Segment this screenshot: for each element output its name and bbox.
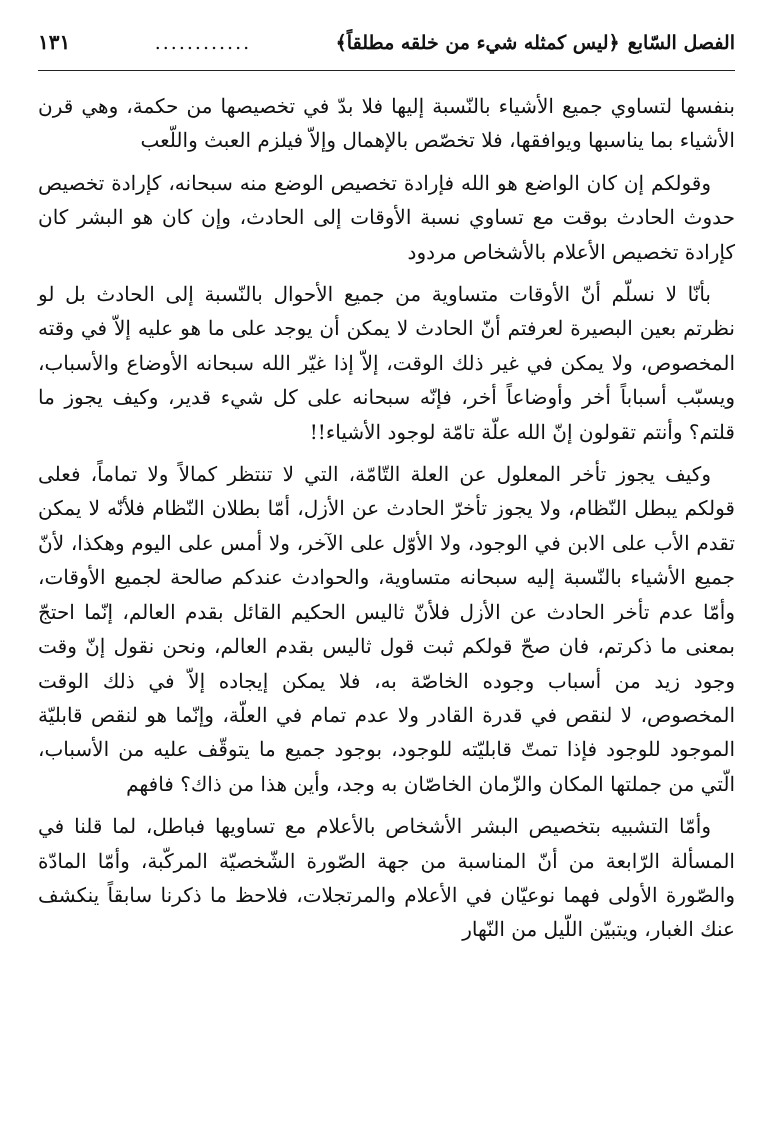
paragraph: بأنّا لا نسلّم أنّ الأوقات متساوية من جميع الأحوال بالنّسبة إلى الحادث بل لو نظرتم بعين البصيرة لعرفتم أنّ الحادث لا يمكن أن يوجد على ما هو عليه إلاّ في وقته المخصوص، ولا يمكن في غير ذلك الوقت، إلاّ إذا غيّر الله سبحانه الأوضاع والأسباب، ويسبّب أسباباً أخر وأوضاعاً أخر، فإنّه سبحانه على كل شيء قدير، وكيف يجوز ما قلتم؟ وأنتم تقولون إنّ الله علّة تامّة لوجود الأشياء!! [38,282,735,444]
paragraph: وقولكم إن كان الواضع هو الله فإرادة تخصيص الوضع منه سبحانه، كإرادة تخصيص حدوث الحادث بوقت مع تساوي نسبة الأوقات إلى الحادث، وإن كان هو البشر كان كإرادة تخصيص الأعلام بالأشخاص مردود [38,170,735,264]
chapter-label: الفصل السّابع [627,32,735,54]
chapter-title: ﴿ليس كمثله شيء من خلقه مطلقاً﴾ [335,32,620,54]
paragraph: وكيف يجوز تأخر المعلول عن العلة التّامّة، التي لا تنتظر كمالاً ولا تماماً، فعلى قولكم يبطل النّظام، ولا يجوز تأخرّ الحادث عن الأزل، أمّا بطلان النّظام فلأنّه لا يمكن تقدم الأب على الابن في الوجود، ولا الأوّل على الآخر، ولا أمس على اليوم وهكذا، لأنّ جميع الأشياء بالنّسبة إليه سبحانه متساوية، والحوادث عندكم صالحة لجميع الأوقات، وأمّا عدم تأخر الحادث عن الأزل فلأنّ ثاليس الحكيم القائل بقدم العالم، إنّما احتجّ بمعنى ما ذكرتم، فان صحّ قولكم ثبت قول ثاليس بقدم العالم، ونحن نقول إنّ وقت وجود زيد من أسباب وجوده الخاصّة به، فلا يمكن إيجاده إلاّ في ذلك الوقت المخصوص، لا لنقص في قدرة القادر ولا عدم تمام في العلّة، وإنّما هو لنقص قابليّة الموجود للوجود فإذا تمتّ قابليّته للوجود، بوجود جميع ما يتوقّف عليه من الأسباب، الّتي من جملتها المكان والزّمان الخاصّان به وجد، وأين هذا من ذاك؟ فافهم [38,462,735,796]
leader-dots: ............ [154,32,252,54]
paragraph: بنفسها لتساوي جميع الأشياء بالنّسبة إليها فلا بدّ في تخصيصها من حكمة، وهي قرن الأشياء بما يناسبها ويوافقها، فلا تخصّص بالإهمال وإلاّ فيلزم العبث واللّعب [38,94,735,153]
body-text [38,89,735,947]
page-number: ١٣١ [38,30,71,54]
book-page [38,30,735,1110]
chapter-heading [336,32,735,54]
paragraph: وأمّا التشبيه بتخصيص البشر الأشخاص بالأعلام مع تساويها فباطل، لما قلنا في المسألة الرّابعة من أنّ المناسبة من جهة الصّورة الشّخصيّة المركّبة، وأمّا المادّة والصّورة الأولى فهما نوعيّان في الأعلام والمرتجلات، فلاحظ ما ذكرنا سابقاً ينكشف عنك الغبار، ويتبيّن اللّيل من النّهار [38,814,735,942]
running-header [38,30,735,71]
